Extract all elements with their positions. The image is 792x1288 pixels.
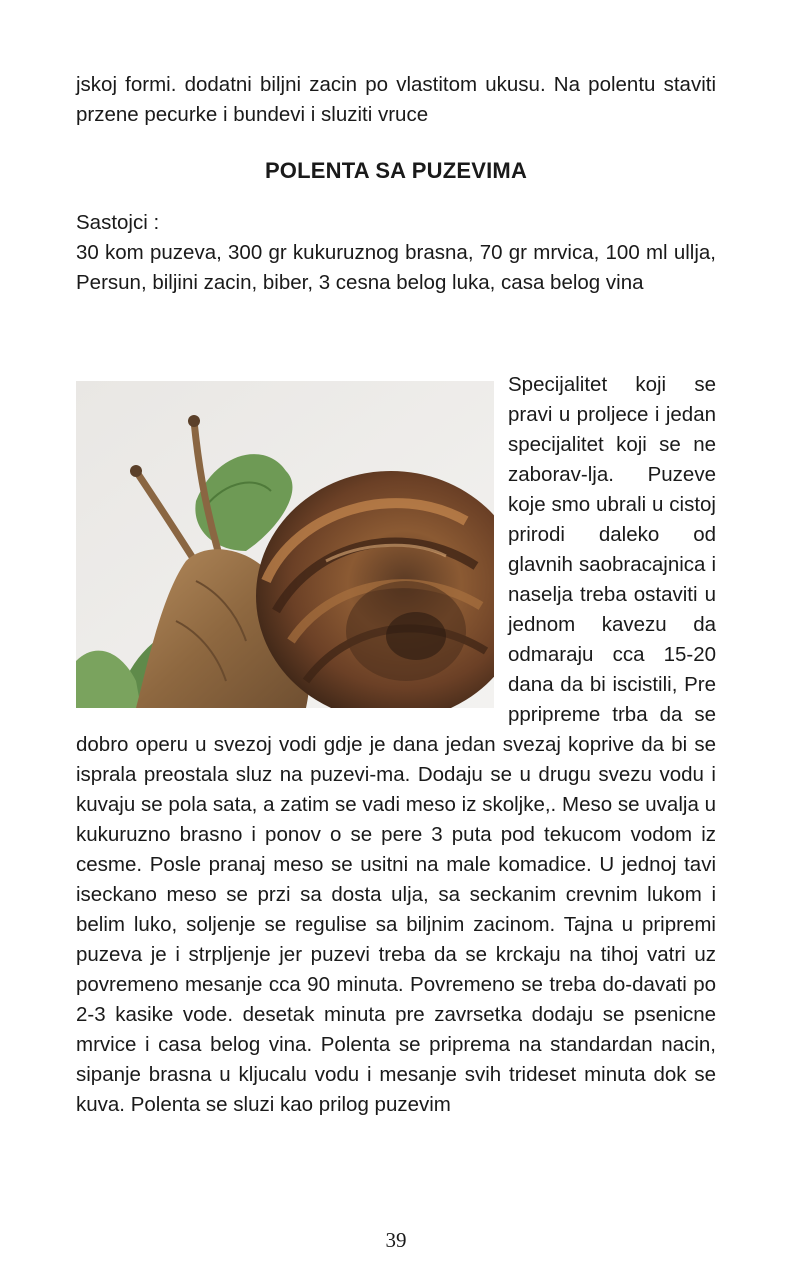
page-content: [76, 70, 716, 1120]
page-number: 39: [385, 1228, 407, 1252]
intro-paragraph: jskoj formi. dodatni biljni zacin po vlastitom ukusu. Na polentu staviti przene pecurke i bundevi i sluziti vruce: [76, 73, 716, 126]
recipe-title: POLENTA SA PUZEVIMA: [264, 158, 528, 183]
recipe-instructions: Specijalitet koji se pravi u proljece i jedan specijalitet koji se ne zaborav-lja. Puzeve koje smo ubrali u cistoj prirodi daleko od glavnih saobracajnica i naselja treba ostaviti u jednom kavezu da odmaraju cca 15-20 dana da bi iscistili, Pre ppripreme trba da se dobro operu u svezoj vodi gdje je dana jedan svezaj koprive da bi se isprala preostala sluz na puzevi-ma. Dodaju se u drugu svezu vodu i kuvaju se pola sata, a zatim se vadi meso iz skoljke,. Meso se uvalja u kukuruzno brasno i ponov o se pere 3 puta pod tekucom vodom iz cesme. Posle pranaj meso se usitni na male komadice. U jednoj tavi iseckano meso se przi sa dosta ulja, sa seckanim crevnim lukom i belim luko, soljenje se regulise sa biljnim zacinom. Tajna u pripremi puzeva je i strpljenje jer puzevi treba da se krckaju na tihoj vatri uz povremeno mesanje cca 90 minuta. Povremeno se treba do-davati po 2-3 kasike vode. desetak minuta pre zavrsetka dodaju se psenicne mrvice i casa belog vina. Polenta se priprema na standardan nacin, sipanje brasna u kljucalu vodu i mesanje svih trideset minuta dok se kuva. Polenta se sluzi kao prilog puzevim: [76, 373, 716, 1116]
snail-photo: [76, 381, 494, 708]
recipe-body: [76, 370, 716, 1120]
ingredients-list: 30 kom puzeva, 300 gr kukuruznog brasna, 70 gr mrvica, 100 ml ullja, Persun, biljini zacin, biber, 3 cesna belog luka, casa belog vina: [76, 241, 716, 294]
ingredients-heading: Sastojci :: [76, 211, 160, 234]
